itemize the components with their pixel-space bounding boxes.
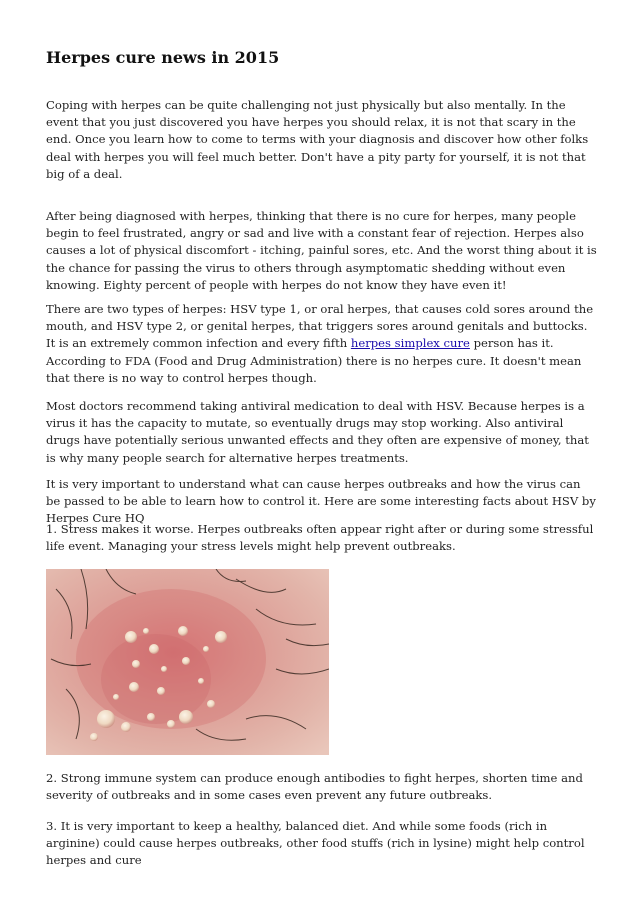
paragraph-types-text-1: There are two types of herpes: HSV type 1, or oral herpes, that causes cold sores around the mouth, and HSV type 2, or genital herpes, that triggers sores around genitals and buttocks. It is an extremely common infection and every fifth [46, 302, 594, 351]
page-title: Herpes cure news in 2015 [46, 48, 280, 67]
paragraph-types [46, 301, 598, 387]
herpes-simplex-cure-link[interactable]: herpes simplex cure [350, 336, 470, 351]
fact-1-stress: 1. Stress makes it worse. Herpes outbreaks often appear right after or during some stressful life event. Managing your stress levels might help prevent outbreaks. [46, 522, 594, 554]
fact-3-diet: 3. It is very important to keep a healthy, balanced diet. And while some foods (rich in arginine) could cause herpes outbreaks, other food stuffs (rich in lysine) might help control herpes and cure [46, 819, 585, 868]
paragraph-types-text-2: person has it. According to FDA (Food and Drug Administration) there is no herpes cure. It doesn't mean that there is no way to control herpes though. [46, 336, 582, 385]
paragraph-antiviral: Most doctors recommend taking antiviral medication to deal with HSV. Because herpes is a virus it has the capacity to mutate, so eventually drugs may stop working. Also antiviral drugs have potentially serious unwanted effects and they often are expensive of money, that is why many people search for alternative herpes treatments. [46, 399, 589, 465]
herpes-skin-photo [46, 569, 329, 755]
paragraph-understanding: It is very important to understand what can cause herpes outbreaks and how the virus can be passed to be able to learn how to control it. Here are some interesting facts about HSV by Herpes Cure HQ [46, 477, 596, 526]
paragraph-diagnosis: After being diagnosed with herpes, thinking that there is no cure for herpes, many people begin to feel frustrated, angry or sad and live with a constant fear of rejection. Herpes also causes a lot of physical discomfort - itching, painful sores, etc. And the worst thing about it is the chance for passing the virus to others through asymptomatic shedding without even knowing. Eighty percent of people with herpes do not know they have even it! [46, 209, 597, 292]
paragraph-intro: Coping with herpes can be quite challenging not just physically but also mentally. In the event that you just discovered you have herpes you should relax, it is not that scary in the end. Once you learn how to come to terms with your diagnosis and discover how other folks deal with herpes you will feel much better. Don't have a pity party for yourself, it is not that big of a deal. [46, 98, 589, 181]
fact-2-immune-system: 2. Strong immune system can produce enough antibodies to fight herpes, shorten time and severity of outbreaks and in some cases even prevent any future outbreaks. [46, 771, 583, 803]
